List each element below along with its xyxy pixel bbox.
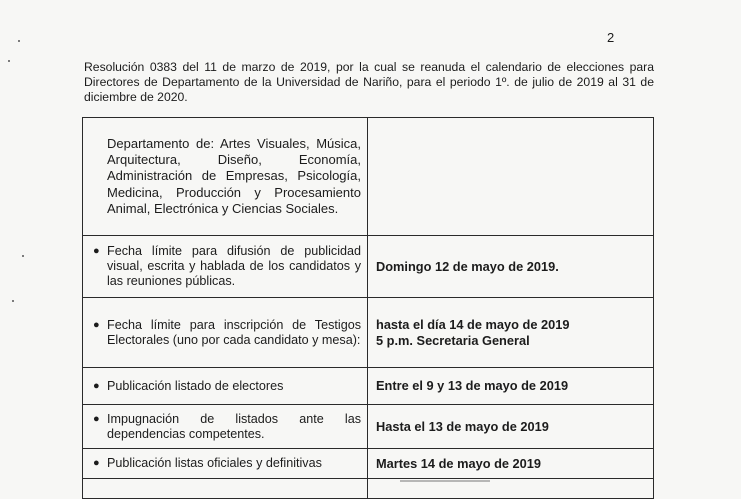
activity-cell: [83, 368, 368, 405]
bullet-icon: ●: [93, 412, 100, 425]
department-list: Departamento de: Artes Visuales, Música, Arquitectura, Diseño, Economía, Administración de Empresas, Psicología, Medicina, Producción y Procesamiento Animal, Electrónica y Ciencias Sociales.: [107, 135, 361, 216]
date-line: Entre el 9 y 13 de mayo de 2019: [376, 378, 569, 393]
activity-text: Fecha límite para inscripción de Testigos Electorales (uno por cada candidato y mesa):: [107, 317, 361, 347]
date-line: Martes 14 de mayo de 2019: [376, 455, 542, 471]
activity-cell: [83, 298, 368, 368]
election-calendar-table: [82, 117, 654, 499]
page-number: 2: [607, 30, 615, 45]
activity-cell: [83, 236, 368, 298]
date-cell: [368, 298, 654, 368]
scan-speck: [22, 255, 24, 257]
activity-cell: [83, 449, 368, 479]
date-cell: [368, 405, 654, 449]
activity-text: Publicación listas oficiales y definitivas: [107, 456, 322, 470]
table-row: [83, 118, 654, 236]
date-line: 5 p.m. Secretaria General: [376, 332, 530, 348]
empty-date-cell: [368, 118, 654, 236]
date-cell: [368, 236, 654, 298]
department-cell: [83, 118, 368, 236]
bullet-icon: ●: [93, 245, 100, 257]
activity-cell: [83, 405, 368, 449]
scan-speck: [18, 40, 20, 42]
date-line: hasta el día 14 de mayo de 2019: [376, 316, 570, 332]
table-row-partial: [83, 479, 654, 499]
activity-text: Publicación listado de electores: [107, 378, 284, 393]
table-row: [83, 298, 654, 368]
activity-cell: [83, 479, 368, 499]
bullet-icon: ●: [93, 457, 100, 469]
date-cell: [368, 368, 654, 405]
scan-speck: [8, 60, 10, 62]
resolution-header: Resolución 0383 del 11 de marzo de 2019, por la cual se reanuda el calendario de elecciones para Directores de Departamento de la Universidad de Nariño, para el periodo 1º. de julio de 2019 al 31 de diciembre de 2020.: [84, 60, 654, 104]
scan-speck: [12, 300, 14, 302]
bullet-icon: ●: [93, 318, 100, 331]
date-line: Domingo 12 de mayo de 2019.: [376, 258, 559, 274]
activity-text: Impugnación de listados ante las dependencias competentes.: [107, 411, 361, 441]
bullet-icon: ●: [93, 379, 100, 392]
date-cell: [368, 449, 654, 479]
cropped-text-fragment: [400, 480, 490, 488]
table-row: [83, 236, 654, 298]
table-row: [83, 405, 654, 449]
activity-text: Fecha límite para difusión de publicidad visual, escrita y hablada de los candidatos y las reuniones públicas.: [107, 244, 361, 288]
table-row: [83, 368, 654, 405]
date-line: Hasta el 13 de mayo de 2019: [376, 418, 549, 434]
table-row: [83, 449, 654, 479]
